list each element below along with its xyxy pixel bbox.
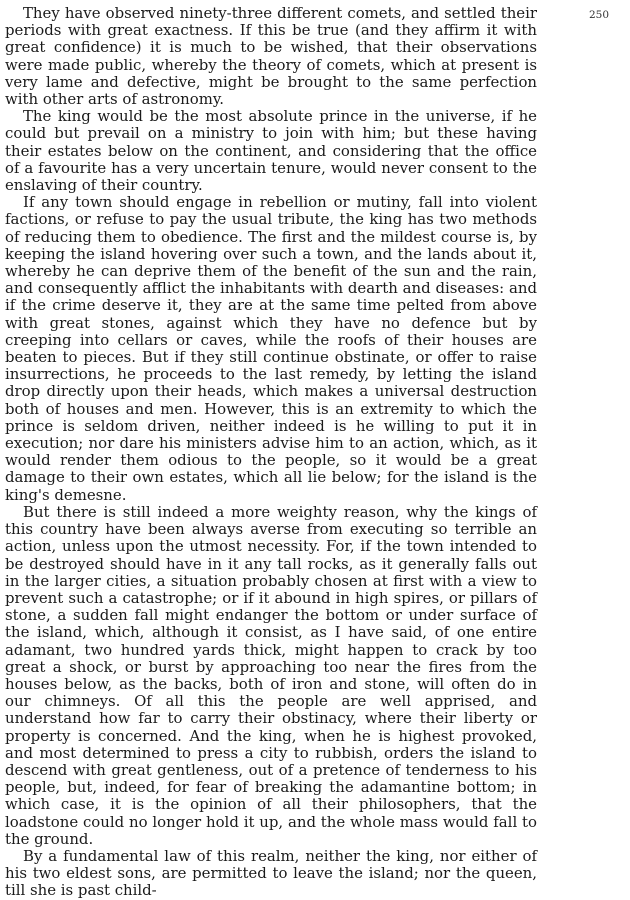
body-text <box>5 5 537 900</box>
page-number: 250 <box>589 9 610 21</box>
paragraph-comets: They have observed ninety-three different comets, and settled their periods with great exactness. If this be true (and they affirm it with great confidence) it is much to be wished, that their observations were made public, whereby the theory of comets, which at present is very lame and defective, might be brought to the same perfection with other arts of astronomy. <box>5 4 537 109</box>
paragraph-fundamental-law: By a fundamental law of this realm, neither the king, nor either of his two eldest sons, are permitted to leave the island; nor the queen, till she is past child- <box>5 846 537 900</box>
paragraph-rebellion: If any town should engage in rebellion or mutiny, fall into violent factions, or refuse to pay the usual tribute, the king has two methods of reducing them to obedience. The first and the mildest course is, by keeping the island hovering over such a town, and the lands about it, whereby he can deprive them of the benefit of the sun and the rain, and consequently afflict the inhabitants with dearth and diseases: and if the crime deserve it, they are at the same time pelted from above with great stones, against which they have no defence but by creeping into cellars or caves, while the roofs of their houses are beaten to pieces. But if they still continue obstinate, or offer to raise insurrections, he proceeds to the last remedy, by letting the island drop directly upon their heads, which makes a universal destruction both of houses and men. However, this is an extremity to which the prince is seldom driven, neither indeed is he willing to put it in execution; nor dare his ministers advise him to an action, which, as it would render them odious to the people, so it would be a great damage to their own estates, which all lie below; for the island is the king's demesne. <box>5 193 537 504</box>
paragraph-absolute-prince: The king would be the most absolute prince in the universe, if he could but prevail on a ministry to join with him; but these having their estates below on the continent, and considering that the office of a favourite has a very uncertain tenure, would never consent to the enslaving of their country. <box>5 107 537 195</box>
paragraph-weighty-reason: But there is still indeed a more weighty reason, why the kings of this country have been always averse from executing so terrible an action, unless upon the utmost necessity. For, if the town intended to be destroyed should have in it any tall rocks, as it generally falls out in the larger cities, a situation probably chosen at first with a view to prevent such a catastrophe; or if it abound in high spires, or pillars of stone, a sudden fall might endanger the bottom or under surface of the island, which, although it consist, as I have said, of one entire adamant, two hundred yards thick, might happen to crack by too great a shock, or burst by approaching too near the fires from the houses below, as the backs, both of iron and stone, will often do in our chimneys. Of all this the people are well apprised, and understand how far to carry their obstinacy, where their liberty or property is concerned. And the king, when he is highest provoked, and most determined to press a city to rubbish, orders the island to descend with great gentleness, out of a pretence of tenderness to his people, but, indeed, for fear of breaking the adamantine bottom; in which case, it is the opinion of all their philosophers, that the loadstone could no longer hold it up, and the whole mass would fall to the ground. <box>5 502 537 848</box>
